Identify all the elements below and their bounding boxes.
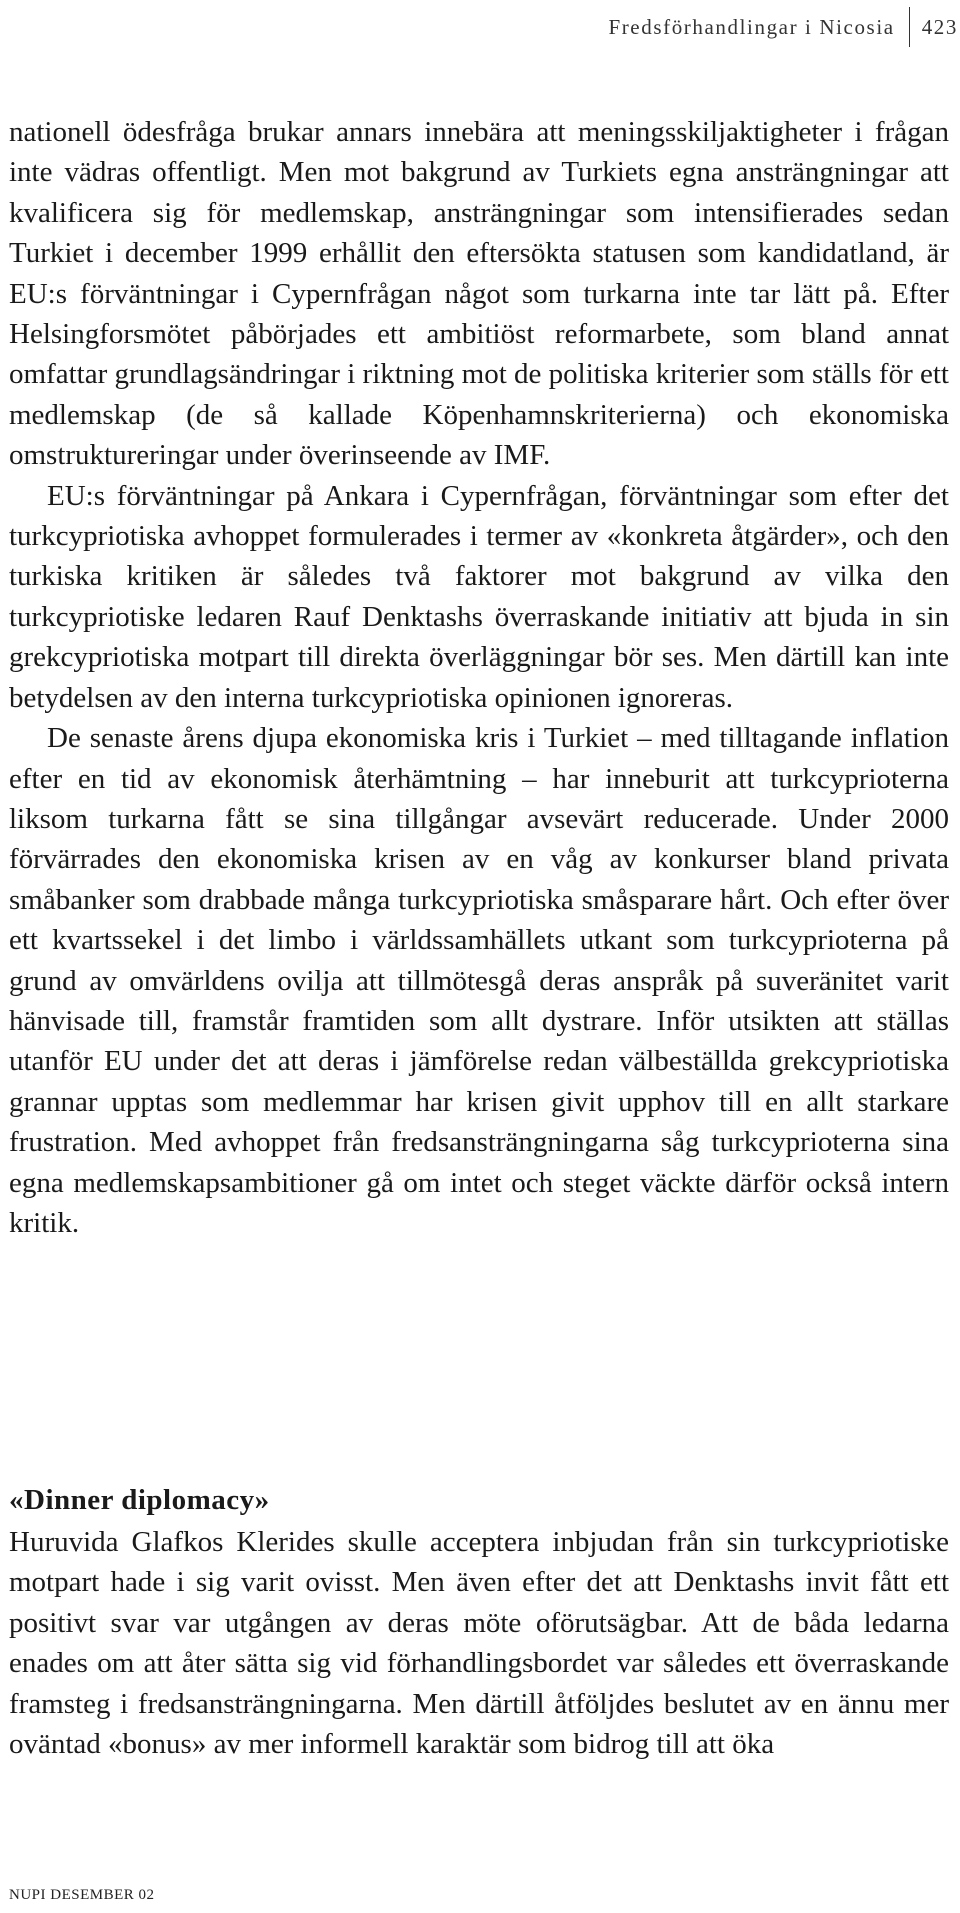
- paragraph: EU:s förväntningar på Ankara i Cypernfrågan, förväntningar som efter det turkcypriotiska avhoppet formulerades i termer av «konkreta åtgärder», och den turkiska kritiken är således två faktorer mot bakgrund av vilka den turkcypriotiske ledaren Rauf Denktashs överraskande initiativ att bjuda in sin grekcypriotiska motpart till direkta överläggningar bör ses. Men därtill kan inte betydelsen av den interna turkcypriotiska opinionen ignoreras.: [9, 479, 949, 714]
- paragraph: Huruvida Glafkos Klerides skulle acceptera inbjudan från sin turkcypriotiske motpart hade i sig varit ovisst. Men även efter det att Denktashs invit fått ett positivt svar var utgången av deras möte oförutsägbar. Att de båda ledarna enades om att åter sätta sig vid förhandlingsbordet var således ett överraskande framsteg i fredsansträngningarna. Men därtill åtföljdes beslutet av en ännu mer oväntad «bonus» av mer informell karaktär som bidrog till att öka: [9, 1526, 949, 1761]
- page-number: 423: [921, 14, 958, 39]
- running-header: [608, 6, 960, 48]
- section: [9, 1480, 949, 1764]
- paragraph: nationell ödesfråga brukar annars innebära att meningsskiljaktigheter i frågan inte vädras offentligt. Men mot bakgrund av Turkiets egna ansträngningar att kvalificera sig för medlemskap, ansträngningar som intensifierades sedan Turkiet i december 1999 erhållit den eftersökta statusen som kandidatland, är EU:s förväntningar i Cypernfrågan något som turkarna inte tar lätt på. Efter Helsingforsmötet påbörjades ett ambitiöst reformarbete, som bland annat omfattar grundlagsändringar i riktning mot de politiska kriterier som ställs för ett medlemskap (de så kallade Köpenhamnskriterierna) och ekonomiska omstruktureringar under överinseende av IMF.: [9, 116, 949, 472]
- body-text: [9, 112, 949, 1243]
- section-heading: «Dinner diplomacy»: [9, 1484, 270, 1516]
- running-title: Fredsförhandlingar i Nicosia: [608, 14, 895, 39]
- page-footer: NUPI DESEMBER 02: [9, 1887, 155, 1903]
- paragraph: De senaste årens djupa ekonomiska kris i Turkiet – med tilltagande inflation efter en tid av ekonomisk återhämtning – har inneburit att turkcyprioterna liksom turkarna fått se sina tillgångar avsevärt reducerade. Under 2000 förvärrades den ekonomiska krisen av en våg av konkurser bland privata småbanker som drabbade många turkcypriotiska småsparare hårt. Och efter över ett kvartssekel i det limbo i världssamhällets utkant som turkcyprioterna på grund av omvärldens ovilja att tillmötesgå deras anspråk på suveränitet varit hänvisade till, framstår framtiden som allt dystrare. Inför utsikten att ställas utanför EU under det att deras i jämförelse redan välbeställda grekcypriotiska grannar upptas som medlemmar har krisen givit upphov till en allt starkare frustration. Med avhoppet från fredsansträngningarna såg turkcyprioterna sina egna medlemskapsambitioner gå om intet och steget väckte därför också intern kritik.: [9, 722, 949, 1239]
